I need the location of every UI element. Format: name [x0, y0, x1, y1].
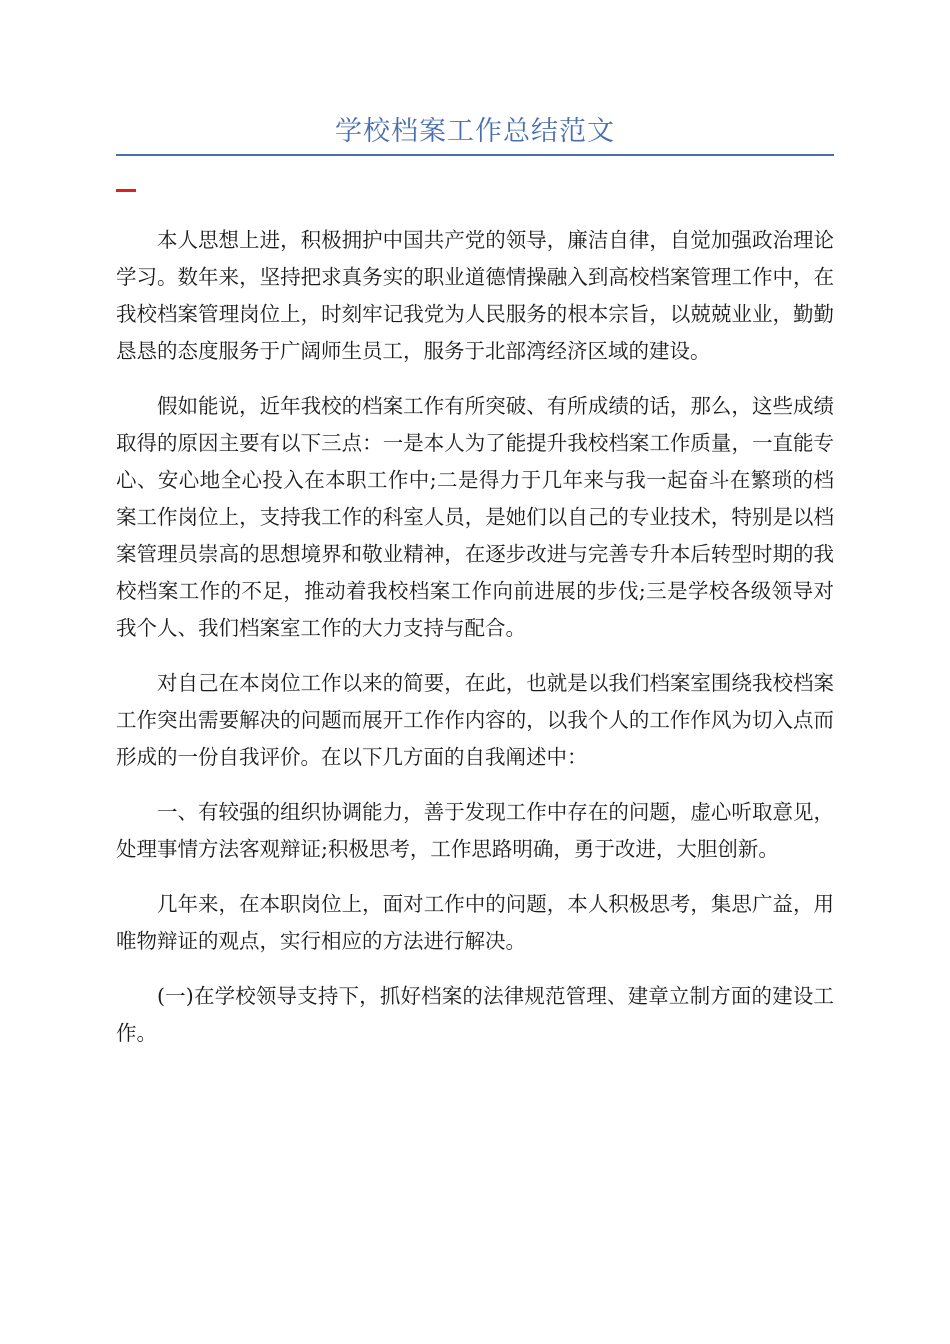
paragraph: 对自己在本岗位工作以来的简要，在此，也就是以我们档案室围绕我校档案工作突出需要解决的问题而展开工作作内容的，以我个人的工作作风为切入点而形成的一份自我评价。在以下几方面的自我阐述中：: [116, 671, 834, 769]
paragraph: 几年来，在本职岗位上，面对工作中的问题，本人积极思考，集思广益，用唯物辩证的观点，实行相应的方法进行解决。: [116, 892, 834, 953]
document-body: [116, 222, 834, 1070]
paragraph: 一、有较强的组织协调能力，善于发现工作中存在的问题，虚心听取意见，处理事情方法客观辩证;积极思考，工作思路明确，勇于改进，大胆创新。: [116, 800, 834, 861]
section-mark: [116, 189, 136, 192]
document-title: 学校档案工作总结范文: [335, 116, 615, 147]
paragraph: (一)在学校领导支持下，抓好档案的法律规范管理、建章立制方面的建设工作。: [116, 984, 834, 1045]
paragraph: 假如能说，近年我校的档案工作有所突破、有所成绩的话，那么，这些成绩取得的原因主要有以下三点：一是本人为了能提升我校档案工作质量，一直能专心、安心地全心投入在本职工作中;二是得力于几年来与我一起奋斗在繁琐的档案工作岗位上，支持我工作的科室人员，是她们以自己的专业技术，特别是以档案管理员崇高的思想境界和敬业精神，在逐步改进与完善专升本后转型时期的我校档案工作的不足，推动着我校档案工作向前进展的步伐;三是学校各级领导对我个人、我们档案室工作的大力支持与配合。: [116, 394, 834, 640]
paragraph: 本人思想上进，积极拥护中国共产党的领导，廉洁自律，自觉加强政治理论学习。数年来，坚持把求真务实的职业道德情操融入到高校档案管理工作中，在我校档案管理岗位上，时刻牢记我党为人民服务的根本宗旨，以兢兢业业，勤勤恳恳的态度服务于广阔师生员工，服务于北部湾经济区域的建设。: [116, 228, 834, 363]
title-underline: [116, 154, 834, 156]
